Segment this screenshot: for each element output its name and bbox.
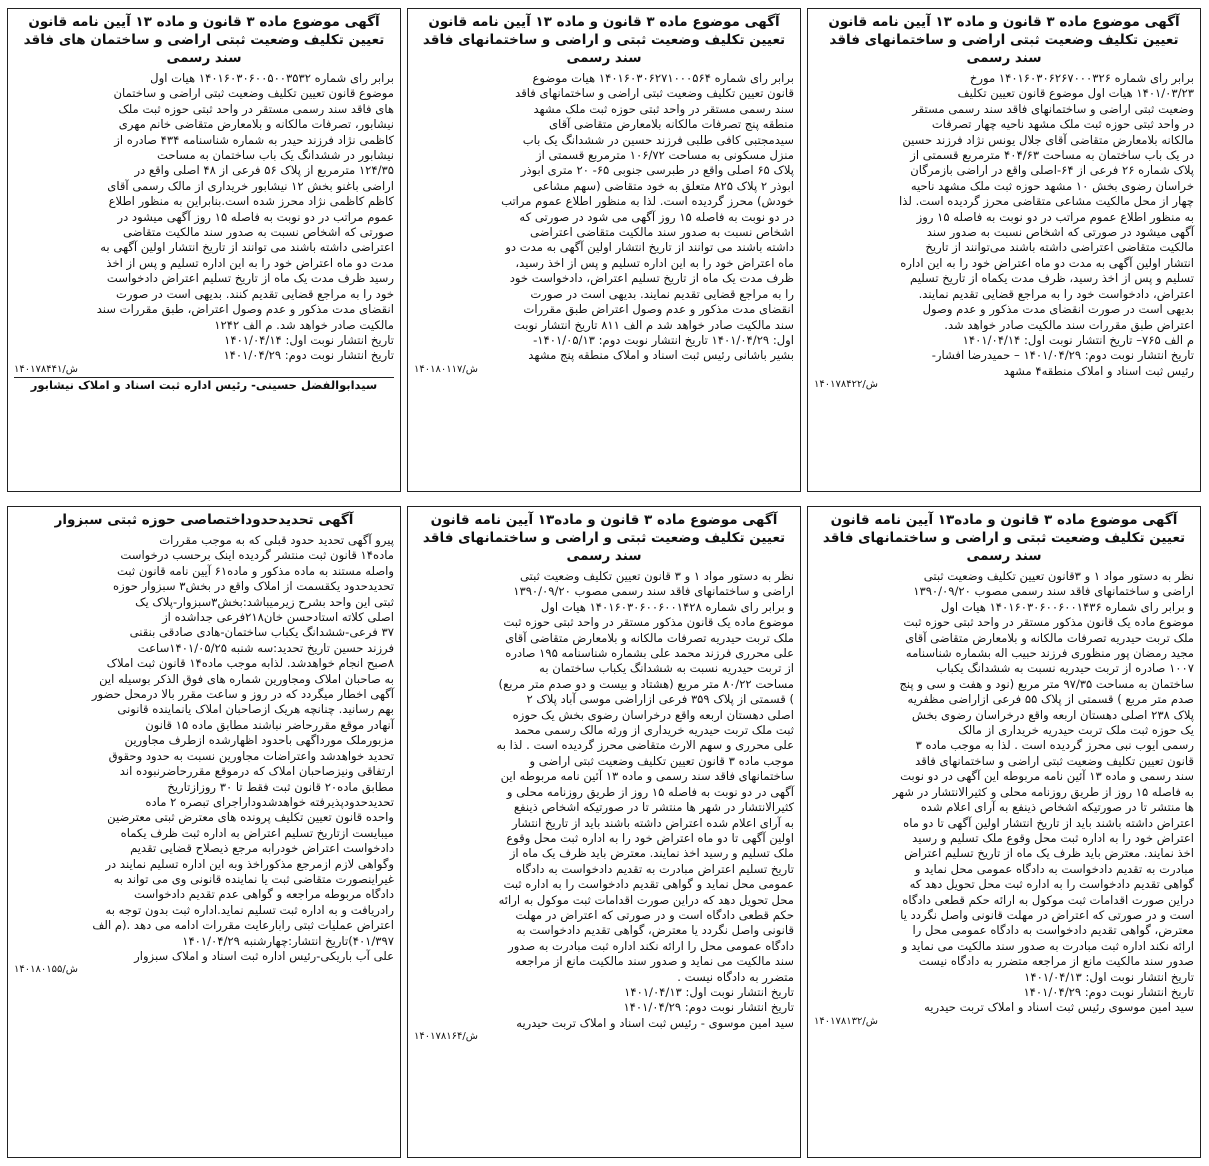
notice-line: علی آب باریکی-رئیس اداره ثبت اسناد و املاک سبزوار — [134, 948, 394, 963]
notice-line: ملک تسلیم و رسید اخذ نمایند. معترض باید ظرف یک ماه از — [509, 846, 794, 861]
notice-torbat-2 — [407, 506, 801, 1158]
notice-line: اعتراض طبق مقررات سند مالکیت صادر خواهد شد. — [944, 317, 1194, 332]
notice-line: اراضی و ساختمانهای فاقد سند رسمی مصوب ۱۳۹۰/۰۹/۲۰ — [913, 584, 1194, 599]
notice-code: ۱۴۰۱۷۸۴۴۱/ش — [14, 363, 78, 375]
notice-line: صدم متر مربع ) قسمتی از پلاک ۵۵ فرعی ازاراضی مظفریه — [907, 692, 1194, 707]
notice-line: صورتی که اشخاص نسبت به صدور سند مالکیت متقاضی — [122, 225, 394, 240]
notice-line: واصله مستند به ماده مذکور و ماده۶۱ آیین نامه قانون ثبت — [117, 563, 394, 578]
notice-line: رادریافت و به اداره ثبت تسلیم نماید.اداره ثبت بدون توجه به — [105, 902, 394, 917]
notice-line: های فاقد سند رسمی مستقر در واحد ثبتی حوزه ثبت ملک — [118, 101, 394, 116]
notice-line: مساحت ۸۰/۲۲ متر مربع (هشتاد و بیست و دو صدم متر مربع) — [498, 676, 794, 691]
notice-body — [414, 569, 794, 1031]
notice-line: محل تحویل دهد که دراین صورت اقدامات ثبت موکول به ارائه — [498, 892, 794, 907]
notice-line: نیشابور، تصرفات مالکانه و بلامعارض متقاضی خانم مهری — [118, 117, 394, 132]
notice-line: اخذ نمایند. معترض باید ظرف یک ماه از تاریخ تسلیم اعتراض — [904, 846, 1194, 861]
notice-line: نظر به دستور مواد ۱ و ۳قانون تعیین تکلیف وضعیت ثبتی — [923, 569, 1194, 583]
notice-line: مبادرت به تقدیم دادخواست به دادگاه عمومی محل نماید و — [914, 861, 1194, 876]
notice-line: مطابق ماده۲۰ قانون ثبت فقط تا ۳۰ روزازتاریخ — [167, 779, 394, 794]
notice-line: موضوع ماده یک قانون مذکور مستقر در واحد ثبتی حوزه ثبت — [503, 615, 794, 630]
notice-line: مدت دو ماه اعتراض خود را به این اداره تسلیم و پس از اخذ — [106, 255, 394, 270]
notice-line: ۱۰۰۷ صادره از تربت حیدریه نسبت به ششدانگ یکباب — [936, 661, 1194, 676]
notice-line: سند رسمی و ماده ۱۳ آئین نامه مربوطه این آگهی در دو نوبت — [900, 769, 1194, 784]
notice-line: ارتفاقی ونیزصاحبان املاک که درموقع مقررحاضرنبوده اند — [119, 764, 394, 779]
notice-line: مجید رمضان پور منظوری فرزند حبیب اله بشماره شناسنامه — [905, 646, 1194, 661]
notice-line: ملک تربت حیدریه تصرفات مالکانه و بلامعارض متقاضی آقای — [505, 630, 794, 645]
notice-line: غیراینصورت متقاضی ثبت یا نماینده قانونی وی می تواند به — [113, 871, 394, 886]
notice-line: موضوع قانون تعیین تکلیف وضعیت ثبتی اراضی و ساختمان — [113, 86, 394, 101]
notice-line: تاریخ انتشار نوبت اول: ۱۴۰۱/۰۴/۱۴ — [224, 332, 394, 347]
notice-line: انقضای مدت مذکور و عدم وصول اعتراض طبق مقررات — [523, 302, 794, 317]
notice-line: تاریخ انتشار نوبت دوم: ۱۴۰۱/۰۴/۲۹ — [223, 348, 394, 363]
notice-line: پلاک شماره ۲۶ فرعی از ۶۴-اصلی واقع در اراضی بازمرگان — [910, 163, 1194, 178]
notice-line: اولین آگهی تا دو ماه اعتراض خود را به اداره ثبت محل وقوع — [506, 830, 794, 845]
notice-line: موجب ماده ۳ قانون تعیین تکلیف وضعیت ثبتی اراضی و — [529, 753, 794, 768]
notice-neyshabur — [7, 8, 401, 492]
notice-mashhad-4 — [807, 8, 1201, 492]
notice-line: اول: ۱۴۰۱/۰۴/۲۹ تاریخ انتشار نوبت دوم: ۱۴۰۱/۰۵/۱۳- — [533, 332, 794, 347]
notice-code: ۱۴۰۱۷۸۴۲۲/ش — [814, 379, 878, 391]
notice-signature: سیدابوالفضل حسینی- رئیس اداره ثبت اسناد و املاک نیشابور — [14, 377, 394, 392]
notice-line: اعتراض داشته باشند باید از تاریخ انتشار اولین آگهی تا دو ماه — [903, 815, 1194, 830]
notice-body — [814, 71, 1194, 379]
notice-line: میبایست ازتاریخ تسلیم اعتراض به اداره ثبت ظرف یکماه — [120, 825, 394, 840]
notice-line: برابر رای شماره ۱۴۰۱۶۰۳۰۶۲۷۱۰۰۰۵۶۴ هیات موضوع — [532, 71, 794, 85]
notice-line: ۳۷ فرعی-ششدانگ یکباب ساختمان-هادی صادقی بنقنی — [129, 625, 394, 640]
notice-line: به فاصله ۱۵ روز از طریق روزنامه محلی و کثیرالانتشار در شهر — [892, 784, 1194, 799]
notice-line: بشیر باشانی رئیس ثبت اسناد و املاک منطقه پنج مشهد — [528, 348, 794, 363]
notice-line: تاریخ انتشار نوبت دوم: ۱۴۰۱/۰۴/۲۹ — [1023, 984, 1194, 999]
notice-line: ملک تربت حیدریه تصرفات مالکانه و بلامعارض متقاضی آقای — [905, 630, 1194, 645]
notice-line: ۸صبح انجام خواهدشد. لذابه موجب ماده۱۴ قانون ثبت املاک — [106, 656, 394, 671]
notice-line: متضرر به دادگاه نیست . — [677, 969, 794, 984]
notice-line: برابر رای شماره ۱۴۰۱۶۰۳۰۶۰۰۵۰۰۳۵۳۲ هیات اول — [150, 71, 394, 85]
notice-line: ۱۲۴/۳۵ مترمربع از پلاک ۵۶ فرعی از ۴۸ اصلی واقع در — [134, 163, 394, 178]
notice-line: دادگاه مربوطه مراجعه و گواهی عدم تقدیم دادخواست — [134, 887, 394, 902]
notice-line: فرزند حسین تاریخ تحدید:سه شنبه ۱۴۰۱/۰۵/۲۵ساعت — [137, 640, 394, 655]
notice-line: اصلی کلاته استادحسن خان۲۱۸فرعی جداشده از — [162, 610, 394, 625]
notice-line: تحدیدحدود یکقسمت از املاک واقع در بخش۳ سبزوار حوزه — [113, 579, 394, 594]
notice-line: به آرای اعلام شده اعتراض داشته باشند باید از تاریخ انتشار — [511, 815, 794, 830]
notice-line: تاریخ انتشار نوبت اول: ۱۴۰۱/۰۴/۱۳ — [1024, 969, 1194, 984]
notice-line: دراین صورت اقدامات ثبت موکول به ارائه حکم قطعی دادگاه — [902, 892, 1194, 907]
notice-line: عموم مراتب در دو نوبت به فاصله ۱۵ روز آگهی میشود در — [117, 209, 394, 224]
notice-line: منطقه پنج تصرفات مالکانه بلامعارض متقاضی آقای — [548, 117, 794, 132]
notice-line: واحده قانون تعیین تکلیف پرونده های معترض ثبتی معترضین — [107, 810, 394, 825]
notice-line: تاریخ انتشار نوبت دوم: ۱۴۰۱/۰۴/۲۹ – حمیدرضا افشار- — [931, 348, 1194, 363]
notice-code: ۱۴۰۱۸۰۱۵۵/ش — [14, 964, 78, 976]
notice-line: ارائه نکند اداره ثبت مبادرت به صدور سند مالکیت می نماید و — [901, 938, 1194, 953]
notice-line: آگهی اخطار میگردد که در روز و ساعت مقرر بالا درمحل حضور — [91, 687, 394, 702]
notice-line: آگهی در دو نوبت به فاصله ۱۵ روز از طریق روزنامه محلی و — [506, 784, 794, 799]
notice-title: آگهی موضوع ماده ۳ قانون و ماده ۱۳ آیین نامه قانون تعیین تکلیف وضعیت ثبتی اراضی و ساختمان های فاقد سند رسمی — [23, 14, 385, 66]
notice-line: ۴۰۱/۳۹۷)تاریخ انتشار:چهارشنبه ۱۴۰۱/۰۴/۲۹ — [182, 933, 394, 948]
notice-line: قانون تعیین تکلیف وضعیت ثبتی اراضی و ساختمانهای فاقد — [515, 86, 794, 101]
notice-line: قانونی واصل نگردد یا معترض، گواهی تقدیم دادخواست به — [516, 923, 794, 938]
notice-line: موضوع ماده یک قانون مذکور مستقر در واحد ثبتی حوزه ثبت — [903, 615, 1194, 630]
notice-line: سید امین موسوی رئیس ثبت اسناد و املاک تربت حیدریه — [924, 1000, 1194, 1015]
notice-line: چهار از محل مالکیت مشاعی متقاضی محرز گردیده است. لذا — [899, 194, 1194, 209]
notice-line: رئیس ثبت اسناد و املاک منطقه۴ مشهد — [1003, 363, 1194, 378]
notice-title: آگهی موضوع ماده ۳ قانون و ماده ۱۳ آیین نامه قانون تعیین تکلیف وضعیت ثبتی اراضی و ساختمانهای فاقد سند رسمی — [828, 14, 1180, 66]
notice-line: تاریخ انتشار نوبت اول: ۱۴۰۱/۰۴/۱۳ — [624, 984, 794, 999]
notice-line: و برابر رای شماره ۱۴۰۱۶۰۳۰۶۰۰۶۰۰۱۴۲۸ هیات اول — [540, 599, 794, 614]
notice-line: ابوذر ۲ پلاک ۸۲۵ متعلق به خود متقاضی (سهم مشاعی — [533, 178, 794, 193]
notice-line: اعتراض خود را به اداره ثبت محل وقوع ملک تسلیم و رسید — [912, 830, 1194, 845]
notice-line: سند رسمی مستقر در واحد ثبتی حوزه ثبت ملک مشهد — [533, 101, 794, 116]
notice-line: حکم قطعی دادگاه است و در صورتی که اعتراض در مهلت — [515, 907, 794, 922]
notice-line: داشته باشند می توانند از تاریخ انتشار اولین آگهی به مدت دو — [505, 240, 794, 255]
notice-line: در واحد ثبتی حوزه ثبت ملک مشهد ناحیه چهار تصرفات — [931, 117, 1194, 132]
notice-line: و برابر رای شماره ۱۴۰۱۶۰۳۰۶۰۰۶۰۰۱۴۳۶ هیات اول — [940, 599, 1194, 614]
notice-line: قانون تعیین تکلیف وضعیت ثبتی اراضی و ساختمانهای فاقد — [915, 753, 1194, 768]
notice-line: آنهادر موقع مقررحاضر نباشند مطابق ماده ۱۵ قانون — [145, 717, 394, 732]
notice-line: اعتراض، دادخواست خود را به مراجع قضایی تقدیم نمایند. — [918, 286, 1194, 301]
notice-line: اراضی و ساختمانهای فاقد سند رسمی مصوب ۱۳۹۰/۰۹/۲۰ — [513, 584, 794, 599]
notice-line: ماده۱۴ قانون ثبت منتشر گردیده اینک برحسب درخواست — [120, 548, 394, 563]
notice-line: خودش) محرز گردیده است. لذا به منظور اطلاع عموم مراتب — [501, 194, 794, 209]
notice-mashhad-5 — [407, 8, 801, 492]
notice-line: آگهی میشود در صورتی که اشخاص نسبت به صدور سند — [926, 225, 1194, 240]
notice-line: سند مالکیت صادر خواهد شد م الف ۸۱۱ تاریخ انتشار نوبت — [513, 317, 794, 332]
notice-line: ظرف مدت یک ماه از تاریخ تسلیم اعتراض، دادخواست خود — [509, 271, 794, 286]
notice-line: اراضی باغنو بخش ۱۲ نیشابور خریداری از مالک رسمی آقای — [107, 178, 394, 193]
notice-code: ۱۴۰۱۷۸۱۳۲/ش — [814, 1015, 878, 1027]
notice-line: مالکانه بلامعارض متقاضی آقای جلال یونس نژاد فرزند حسین — [902, 132, 1194, 147]
notice-line: سیدمجتبی کافی طلبی فرزند حسین در ششدانگ یک باب — [522, 132, 794, 147]
notice-line: انتشار اولین آگهی به مدت دو ماه اعتراض خود را به این اداره — [900, 255, 1194, 270]
notice-line: پلاک ۲۳۸ اصلی دهستان اربعه واقع درخراسان رضوی بخش — [911, 707, 1194, 722]
notice-line: مالکیت صادر خواهد شد. م الف ۱۲۴۲ — [214, 317, 394, 332]
notice-line: معترض، گواهی تقدیم دادخواست به دادگاه عمومی محل را — [912, 923, 1194, 938]
notice-line: دادگاه عمومی محل را ارائه نکند اداره ثبت مبادرت به صدور — [508, 938, 794, 953]
notice-line: انقضای مدت مذکور و عدم وصول اعتراض، طبق مقررات سند — [96, 302, 394, 317]
notice-body — [14, 533, 394, 964]
notice-line: خود را به مراجع قضایی تقدیم کنند. بدیهی است در صورت — [115, 286, 394, 301]
notice-line: نظر به دستور مواد ۱ و ۳ قانون تعیین تکلیف وضعیت ثبتی — [520, 569, 794, 583]
notice-line: علی محرری فرزند محمد علی بشماره شناسنامه ۱۹۵ صادره — [505, 646, 794, 661]
notice-line: اعتراض عملیات ثبتی رابارعایت مقررات ادامه می دهد .(م الف — [92, 918, 394, 933]
notice-line: به منظور اطلاع عموم مراتب در دو نوبت به فاصله ۱۵ روز — [916, 209, 1194, 224]
notice-line: وضعیت ثبتی اراضی و ساختمانهای فاقد سند رسمی مستقر — [912, 101, 1194, 116]
notice-title: آگهی موضوع ماده ۳ قانون و ماده۱۳ آیین نامه قانون تعیین تکلیف وضعیت ثبتی و اراضی و ساختمانهای فاقد سند رسمی — [422, 512, 786, 564]
notice-line: تحدید خواهدشد واعتراضات مجاورین نسبت به حدود وحقوق — [108, 748, 394, 763]
notice-torbat-1 — [807, 506, 1201, 1158]
notice-line: گواهی تقدیم دادخواست را به اداره ثبت محل تحویل دهد که — [909, 877, 1194, 892]
notice-body — [14, 71, 394, 364]
notice-line: کثیرالانتشار در شهر ها منتشر تا در صورتیکه اشخاص ذینفع — [513, 800, 794, 815]
notice-body — [414, 71, 794, 364]
notice-line: رسید ظرف مدت یک ماه از تاریخ تسلیم اعتراض دادخواست — [106, 271, 394, 286]
notice-title: آگهی موضوع ماده ۳ قانون و ماده ۱۳ آیین نامه قانون تعیین تکلیف وضعیت ثبتی و اراضی و ساختمانهای فاقد سند رسمی — [422, 14, 786, 66]
notice-line: ماه اعتراض خود را به این اداره تسلیم و پس از اخذ رسید، — [515, 255, 794, 270]
notice-line: ها منتشر تا در صورتیکه اشخاص ذینفع به آرای اعلام شده — [920, 800, 1194, 815]
notice-code: ۱۴۰۱۷۸۱۶۴/ش — [414, 1031, 478, 1043]
notice-line: سید امین موسوی - رئیس ثبت اسناد و املاک تربت حیدریه — [516, 1015, 794, 1030]
notice-line: رسمی ایوب نبی محرز گردیده است . لذا به موجب ماده ۳ — [915, 738, 1194, 753]
notice-line: ثبت ملک تربت حیدریه خریداری از ورثه مالک رسمی محمد — [514, 723, 794, 738]
notice-title: آگهی موضوع ماده ۳ قانون و ماده۱۳ آیین نامه قانون تعیین تکلیف وضعیت ثبتی و اراضی و ساختمانهای فاقد سند رسمی — [822, 512, 1186, 564]
notice-line: عمومی محل نماید و گواهی تقدیم دادخواست را به اداره ثبت — [503, 877, 794, 892]
notice-line: از تربت حیدریه نسبت به ششدانگ یکباب ساختمان به — [539, 661, 794, 676]
notice-line: ۱۴۰۱/۰۳/۲۳ هیات اول موضوع قانون تعیین تکلیف — [957, 86, 1194, 101]
notice-line: علی محرری و سهم الارث متقاضی محرز گردیده است . لذا به — [496, 738, 794, 753]
notice-line: مالکیت متقاضی اعتراضی داشته باشند می‌توانند از تاریخ — [925, 240, 1194, 255]
notice-line: تاریخ انتشار نوبت دوم: ۱۴۰۱/۰۴/۲۹ — [623, 1000, 794, 1015]
notice-line: برابر رای شماره ۱۴۰۱۶۰۳۰۶۲۶۷۰۰۰۳۲۶ مورخ — [969, 71, 1194, 85]
notice-line: ساختمان به مساحت ۹۷/۳۵ متر مربع (نود و هفت و سی و پنج — [899, 676, 1194, 691]
notice-line: است و در صورتی که اعتراض در مهلت قانونی واصل نگردد یا — [900, 907, 1194, 922]
notice-line: کاظم کاظمی نژاد محرز شده است.بنابراین به منظور اطلاع — [108, 194, 394, 209]
notice-line: اعتراضی داشته باشند می توانند از تاریخ انتشار اولین آگهی به — [100, 240, 394, 255]
notice-line: م الف ۷۶۵– تاریخ انتشار نوبت اول: ۱۴۰۱/۰۴/۱۴ — [962, 332, 1194, 347]
notice-line: صدور سند مالکیت مانع از مراجعه متضرر به دادگاه نیست — [918, 954, 1194, 969]
notice-line: تاریخ تسلیم اعتراض مبادرت به تقدیم دادخواست به دادگاه — [515, 861, 794, 876]
notice-line: وگواهی لازم ازمرجع مذکوراخذ وبه این اداره تسلیم نمایند در — [105, 856, 394, 871]
notice-line: را به مراجع قضایی تقدیم نمایند. بدیهی است در صورت — [530, 286, 794, 301]
notice-line: کاظمی نژاد فرزند حیدر به شماره شناسنامه ۴۳۴ صادره از — [114, 132, 394, 147]
notice-line: تسلیم و پس از اخذ رسید، ظرف مدت یکماه از تاریخ تسلیم — [909, 271, 1194, 286]
notice-line: تحدیدحدودپذیرفته خواهدشدوداراجرای تبصره ۲ ماده — [145, 794, 394, 809]
notice-code: ۱۴۰۱۸۰۱۱۷/ش — [414, 363, 478, 375]
notice-sabzevar — [7, 506, 401, 1158]
notice-line: در دو نوبت به فاصله ۱۵ روز آگهی می شود در صورتی که — [519, 209, 794, 224]
notice-line: اشخاص نسبت به صدور سند مالکیت متقاضی اعتراضی — [529, 225, 794, 240]
notice-body — [814, 569, 1194, 1016]
notice-line: یک حوزه ثبت ملک تربت حیدریه خریداری از مالک — [958, 723, 1194, 738]
notice-line: سند مالکیت می نماید و صدور سند مالکیت مانع از مراجعه — [515, 954, 794, 969]
notice-line: ) قسمتی از پلاک ۳۵۹ فرعی ازاراضی موسی آباد پلاک ۲ — [526, 692, 794, 707]
notice-line: در یک باب ساختمان به مساحت ۴۰۴/۶۳ مترمربع قسمتی از — [910, 148, 1194, 163]
notice-line: دادخواست اعتراض خودرابه مرجع ذیصلاح قضایی تقدیم — [130, 841, 394, 856]
notice-line: بدیهی است در صورت انقضای مدت مذکور و عدم وصول — [922, 302, 1194, 317]
notice-line: ساختمانهای فاقد سند رسمی و ماده ۱۳ آئین نامه مربوطه این — [500, 769, 794, 784]
notice-line: به صاحبان املاک ومجاورین شماره های فوق الذکر بوسیله این — [99, 671, 394, 686]
notice-line: اصلی دهستان اربعه واقع درخراسان رضوی بخش یک حوزه — [512, 707, 794, 722]
notice-line: ثبتی این واحد بشرح زیرمیباشد:بخش۳سبزوار-پلاک یک — [135, 594, 394, 609]
notice-line: بهم رسانید. چنانچه هریک ازصاحبان املاک یانماینده قانونی — [117, 702, 394, 717]
notice-line: نیشابور در ششدانگ یک باب ساختمان به مساحت — [157, 148, 394, 163]
notice-title: آگهی تحدیدحدوداختصاصی حوزه ثبتی سبزوار — [54, 512, 354, 528]
notice-line: منزل مسکونی به مساحت ۱۰۶/۷۲ مترمربع قسمتی از — [536, 148, 794, 163]
notice-line: پیرو آگهی تحدید حدود قبلی که به موجب مقررات — [159, 533, 394, 547]
notice-line: خراسان رضوی بخش ۱۰ مشهد حوزه ثبت ملک مشهد ناحیه — [910, 178, 1194, 193]
notice-line: مزبورملک مورداگهی باحدود اظهارشده ازطرف مجاورین — [124, 733, 394, 748]
notice-line: پلاک ۶۵ اصلی واقع در طبرسی جنوبی ۶۵- ۲۰ متری ابوذر — [520, 163, 794, 178]
